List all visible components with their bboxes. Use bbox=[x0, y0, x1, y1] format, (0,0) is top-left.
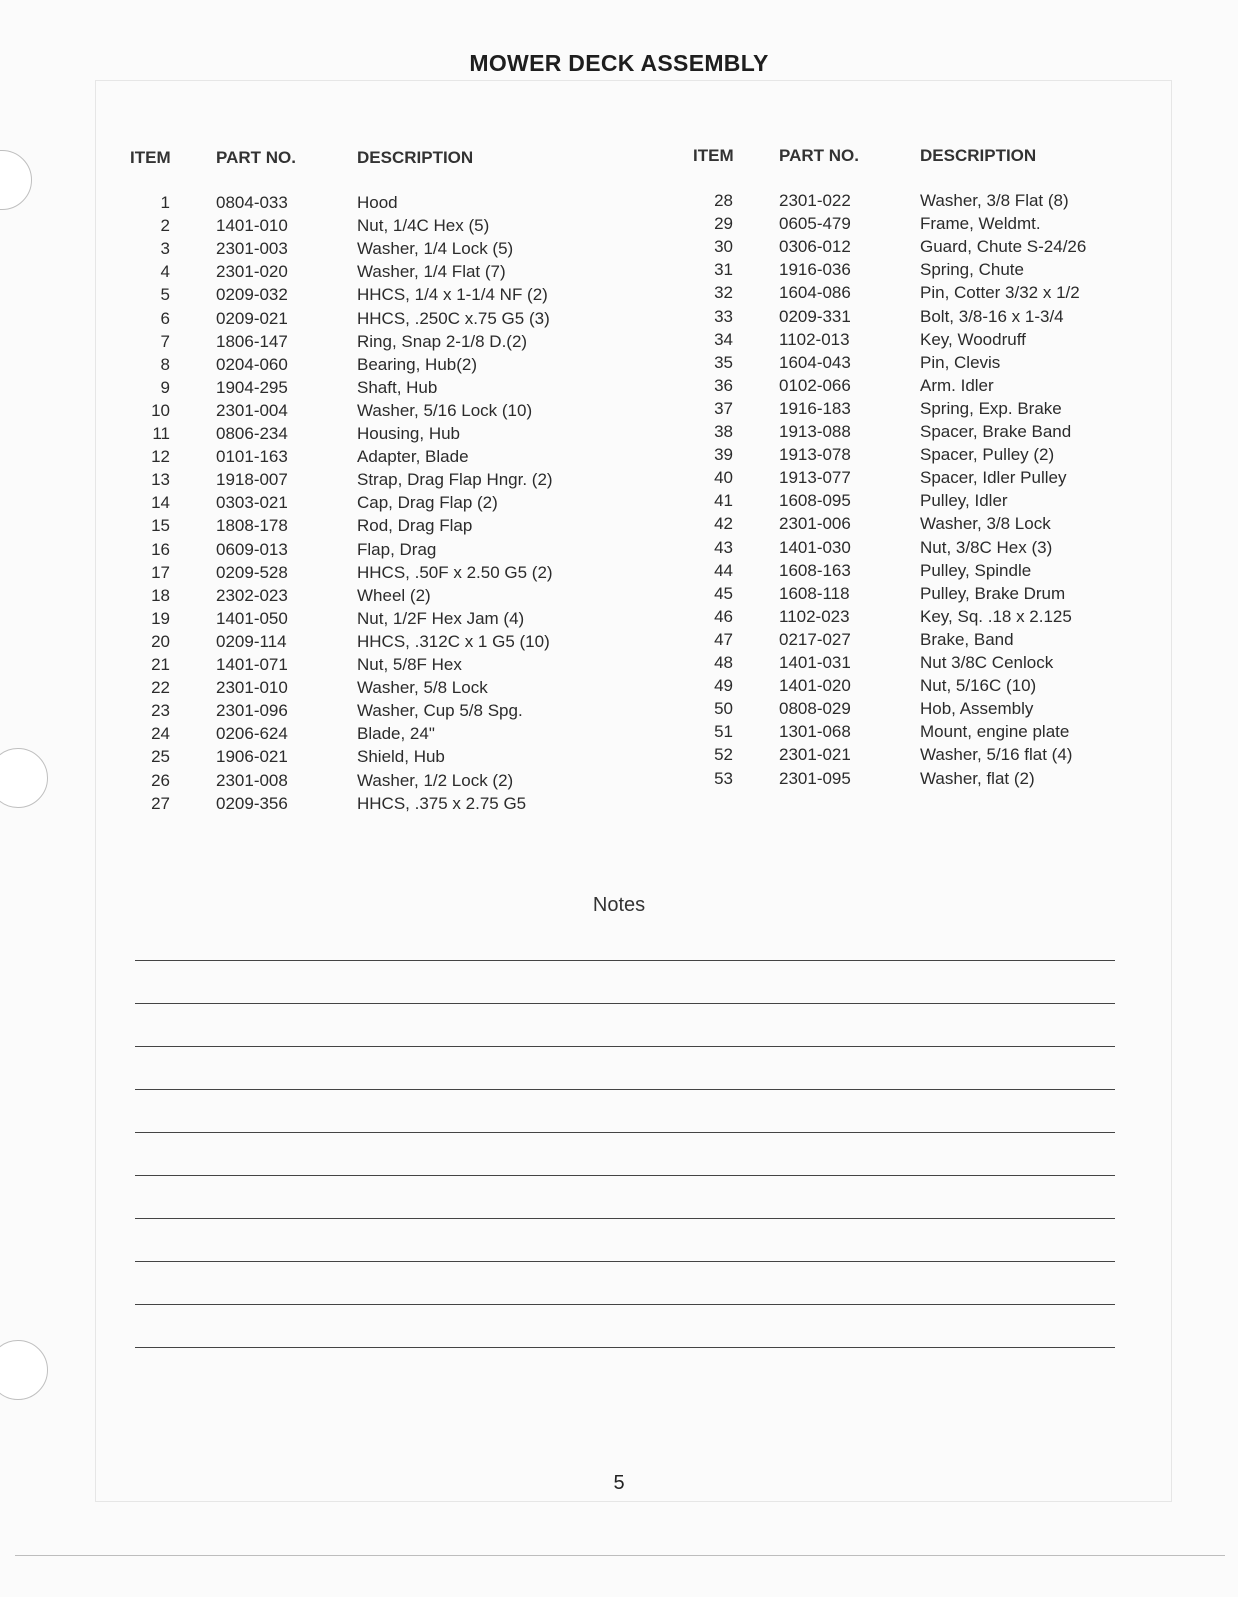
part-number: 1301-068 bbox=[779, 722, 851, 742]
part-description: HHCS, 1/4 x 1-1/4 NF (2) bbox=[357, 285, 548, 305]
item-number: 53 bbox=[714, 768, 733, 788]
left-header-item: ITEM bbox=[130, 148, 171, 167]
part-description: Wheel (2) bbox=[357, 585, 431, 605]
part-description: Washer, 3/8 Lock bbox=[920, 514, 1051, 534]
item-number: 32 bbox=[714, 283, 733, 303]
part-number: 0306-012 bbox=[779, 237, 851, 257]
part-description: Nut, 1/2F Hex Jam (4) bbox=[357, 608, 525, 628]
part-description: Pin, Cotter 3/32 x 1/2 bbox=[920, 283, 1080, 303]
part-number: 0102-066 bbox=[779, 375, 851, 395]
punch-hole-bottom bbox=[0, 1340, 48, 1400]
page-title: MOWER DECK ASSEMBLY bbox=[469, 50, 769, 76]
part-description: Nut 3/8C Cenlock bbox=[920, 653, 1054, 672]
left-header-part-no: PART NO. bbox=[216, 148, 296, 167]
item-number: 8 bbox=[160, 354, 170, 374]
part-number: 0101-163 bbox=[216, 447, 288, 467]
note-line bbox=[135, 1304, 1115, 1305]
part-description: Nut, 1/4C Hex (5) bbox=[357, 216, 490, 236]
item-number: 27 bbox=[151, 793, 170, 813]
part-description: Hood bbox=[357, 193, 398, 212]
part-description: Bolt, 3/8-16 x 1-3/4 bbox=[920, 306, 1064, 326]
item-number: 6 bbox=[160, 308, 170, 328]
part-number: 2301-022 bbox=[779, 191, 851, 210]
part-description: Shaft, Hub bbox=[357, 377, 438, 397]
part-description: Arm. Idler bbox=[920, 375, 994, 395]
part-number: 0209-114 bbox=[216, 631, 287, 651]
part-description: Rod, Drag Flap bbox=[357, 516, 473, 536]
note-line bbox=[135, 1089, 1115, 1090]
item-number: 2 bbox=[160, 216, 170, 236]
part-description: Washer, Cup 5/8 Spg. bbox=[357, 701, 523, 721]
item-number: 35 bbox=[714, 352, 733, 372]
item-number: 31 bbox=[714, 260, 733, 280]
note-line bbox=[135, 960, 1115, 961]
item-number: 51 bbox=[714, 722, 733, 742]
right-header-description: DESCRIPTION bbox=[920, 146, 1037, 165]
part-description: Nut, 5/16C (10) bbox=[920, 676, 1037, 696]
part-number: 1102-023 bbox=[779, 606, 850, 626]
part-description: Pulley, Idler bbox=[920, 491, 1008, 511]
item-number: 23 bbox=[151, 701, 170, 721]
notes-heading: Notes bbox=[592, 894, 646, 916]
item-number: 20 bbox=[151, 631, 170, 651]
part-description: Blade, 24" bbox=[357, 724, 435, 744]
item-number: 3 bbox=[160, 239, 170, 259]
item-number: 12 bbox=[151, 447, 170, 467]
part-description: Key, Sq. .18 x 2.125 bbox=[920, 606, 1072, 626]
item-number: 13 bbox=[151, 470, 170, 490]
item-number: 9 bbox=[160, 377, 170, 397]
part-number: 2301-096 bbox=[216, 701, 288, 721]
part-number: 0209-356 bbox=[216, 793, 288, 813]
item-number: 4 bbox=[160, 262, 170, 282]
part-number: 1913-088 bbox=[779, 422, 851, 441]
part-number: 0209-021 bbox=[216, 308, 288, 328]
part-number: 1904-295 bbox=[216, 377, 288, 397]
part-number: 0804-033 bbox=[216, 193, 288, 212]
note-line bbox=[135, 1261, 1115, 1262]
part-description: Spring, Chute bbox=[920, 260, 1024, 280]
item-number: 25 bbox=[151, 747, 170, 767]
part-description: Frame, Weldmt. bbox=[920, 214, 1041, 234]
part-number: 1401-030 bbox=[779, 537, 851, 557]
part-description: Nut, 3/8C Hex (3) bbox=[920, 537, 1053, 557]
part-number: 1916-183 bbox=[779, 398, 851, 418]
note-line bbox=[135, 1218, 1115, 1219]
bottom-edge-line bbox=[15, 1555, 1225, 1556]
part-description: Washer, 1/2 Lock (2) bbox=[357, 770, 514, 790]
part-description: Cap, Drag Flap (2) bbox=[357, 493, 498, 513]
item-number: 34 bbox=[714, 329, 733, 349]
part-description: Washer, flat (2) bbox=[920, 768, 1035, 788]
item-number: 38 bbox=[714, 422, 733, 441]
part-description: Washer, 5/8 Lock bbox=[357, 678, 488, 698]
part-description: HHCS, .375 x 2.75 G5 bbox=[357, 793, 527, 813]
part-description: Washer, 5/16 Lock (10) bbox=[357, 400, 533, 420]
note-line bbox=[135, 1347, 1115, 1348]
item-number: 28 bbox=[714, 191, 733, 210]
part-description: Brake, Band bbox=[920, 629, 1014, 649]
item-number: 22 bbox=[151, 678, 170, 698]
part-number: 2301-004 bbox=[216, 400, 288, 420]
part-number: 0303-021 bbox=[216, 493, 288, 513]
item-number: 33 bbox=[714, 306, 733, 326]
punch-hole-middle bbox=[0, 748, 48, 808]
part-description: Mount, engine plate bbox=[920, 722, 1070, 742]
item-number: 48 bbox=[714, 653, 733, 672]
part-number: 1102-013 bbox=[779, 329, 850, 349]
part-number: 0209-331 bbox=[779, 306, 851, 326]
item-number: 49 bbox=[714, 676, 733, 696]
item-number: 30 bbox=[714, 237, 733, 257]
note-line bbox=[135, 1132, 1115, 1133]
part-description: HHCS, .250C x.75 G5 (3) bbox=[357, 308, 550, 328]
item-number: 26 bbox=[151, 770, 170, 790]
note-line bbox=[135, 1046, 1115, 1047]
part-description: HHCS, .312C x 1 G5 (10) bbox=[357, 631, 550, 651]
part-number: 1913-078 bbox=[779, 445, 851, 465]
part-number: 0206-624 bbox=[216, 724, 288, 744]
part-number: 2301-010 bbox=[216, 678, 288, 698]
part-number: 1604-086 bbox=[779, 283, 851, 303]
note-line bbox=[135, 1003, 1115, 1004]
item-number: 19 bbox=[151, 608, 170, 628]
part-description: Ring, Snap 2-1/8 D.(2) bbox=[357, 331, 528, 351]
part-description: Washer, 1/4 Flat (7) bbox=[357, 262, 506, 282]
part-number: 2301-003 bbox=[216, 239, 288, 259]
part-description: Bearing, Hub(2) bbox=[357, 354, 478, 374]
item-number: 42 bbox=[714, 514, 733, 534]
part-description: Spacer, Pulley (2) bbox=[920, 445, 1055, 465]
part-number: 1906-021 bbox=[216, 747, 288, 767]
left-header-description: DESCRIPTION bbox=[357, 148, 474, 167]
item-number: 21 bbox=[151, 655, 170, 674]
part-number: 0209-528 bbox=[216, 562, 288, 582]
item-number: 43 bbox=[714, 537, 733, 557]
part-number: 1401-071 bbox=[216, 655, 288, 674]
item-number: 18 bbox=[151, 585, 170, 605]
right-header-item: ITEM bbox=[693, 146, 734, 165]
part-description: Key, Woodruff bbox=[920, 329, 1026, 349]
part-number: 1806-147 bbox=[216, 331, 288, 351]
part-number: 1401-020 bbox=[779, 676, 851, 696]
item-number: 47 bbox=[714, 629, 733, 649]
item-number: 45 bbox=[714, 583, 733, 603]
item-number: 11 bbox=[152, 424, 170, 443]
part-description: Spacer, Idler Pulley bbox=[920, 468, 1067, 488]
part-description: Pulley, Brake Drum bbox=[920, 583, 1066, 603]
part-number: 2302-023 bbox=[216, 585, 288, 605]
item-number: 52 bbox=[714, 745, 733, 765]
item-number: 44 bbox=[714, 560, 733, 580]
part-number: 2301-020 bbox=[216, 262, 288, 282]
part-description: Washer, 5/16 flat (4) bbox=[920, 745, 1073, 765]
item-number: 14 bbox=[151, 493, 170, 513]
part-description: Shield, Hub bbox=[357, 747, 445, 767]
part-number: 0609-013 bbox=[216, 539, 288, 559]
part-number: 0209-032 bbox=[216, 285, 288, 305]
part-number: 1913-077 bbox=[779, 468, 851, 488]
part-description: Washer, 1/4 Lock (5) bbox=[357, 239, 514, 259]
part-number: 0808-029 bbox=[779, 699, 851, 719]
part-number: 0605-479 bbox=[779, 214, 851, 234]
page-number: 5 bbox=[613, 1472, 625, 1494]
part-number: 1808-178 bbox=[216, 516, 288, 536]
part-number: 1916-036 bbox=[779, 260, 851, 280]
note-line bbox=[135, 1175, 1115, 1176]
item-number: 16 bbox=[151, 539, 170, 559]
part-number: 0217-027 bbox=[779, 629, 851, 649]
item-number: 24 bbox=[151, 724, 170, 744]
part-description: Hob, Assembly bbox=[920, 699, 1034, 719]
part-number: 1604-043 bbox=[779, 352, 851, 372]
item-number: 46 bbox=[714, 606, 733, 626]
item-number: 7 bbox=[160, 331, 170, 351]
part-number: 2301-095 bbox=[779, 768, 851, 788]
part-description: Nut, 5/8F Hex bbox=[357, 655, 462, 674]
item-number: 40 bbox=[714, 468, 733, 488]
item-number: 15 bbox=[151, 516, 170, 536]
part-description: Housing, Hub bbox=[357, 424, 461, 443]
item-number: 37 bbox=[714, 398, 733, 418]
item-number: 50 bbox=[714, 699, 733, 719]
part-number: 2301-008 bbox=[216, 770, 288, 790]
item-number: 1 bbox=[160, 193, 170, 212]
part-number: 1401-031 bbox=[779, 653, 851, 672]
item-number: 5 bbox=[160, 285, 170, 305]
part-description: Pulley, Spindle bbox=[920, 560, 1032, 580]
item-number: 10 bbox=[151, 400, 170, 420]
item-number: 41 bbox=[714, 491, 733, 511]
part-description: Guard, Chute S-24/26 bbox=[920, 237, 1087, 257]
part-description: Flap, Drag bbox=[357, 539, 437, 559]
part-description: Adapter, Blade bbox=[357, 447, 469, 467]
item-number: 39 bbox=[714, 445, 733, 465]
part-number: 1608-095 bbox=[779, 491, 851, 511]
part-description: HHCS, .50F x 2.50 G5 (2) bbox=[357, 562, 553, 582]
part-description: Spring, Exp. Brake bbox=[920, 398, 1062, 418]
part-number: 2301-006 bbox=[779, 514, 851, 534]
part-description: Washer, 3/8 Flat (8) bbox=[920, 191, 1069, 210]
part-number: 0204-060 bbox=[216, 354, 288, 374]
part-number: 0806-234 bbox=[216, 424, 288, 443]
part-description: Pin, Clevis bbox=[920, 352, 1001, 372]
part-number: 1608-118 bbox=[779, 583, 850, 603]
punch-hole-top bbox=[0, 150, 32, 210]
item-number: 17 bbox=[151, 562, 170, 582]
part-number: 1401-050 bbox=[216, 608, 288, 628]
part-number: 1401-010 bbox=[216, 216, 288, 236]
part-description: Spacer, Brake Band bbox=[920, 422, 1072, 441]
part-description: Strap, Drag Flap Hngr. (2) bbox=[357, 470, 553, 490]
part-number: 1918-007 bbox=[216, 470, 288, 490]
right-header-part-no: PART NO. bbox=[779, 146, 859, 165]
part-number: 2301-021 bbox=[779, 745, 851, 765]
item-number: 29 bbox=[714, 214, 733, 234]
item-number: 36 bbox=[714, 375, 733, 395]
part-number: 1608-163 bbox=[779, 560, 851, 580]
